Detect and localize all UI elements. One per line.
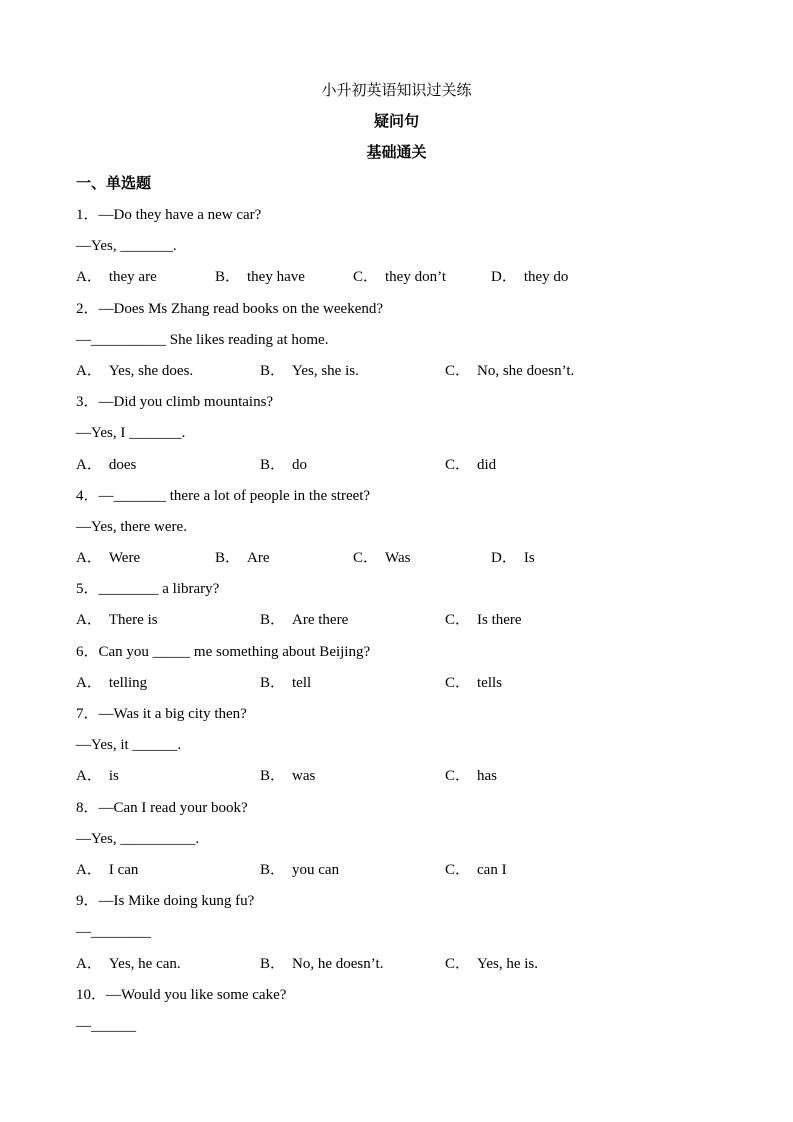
option bbox=[491, 267, 568, 287]
option-text: Is there bbox=[477, 612, 522, 629]
question-stem: 5．________ a library? bbox=[76, 581, 220, 598]
option-text: they are bbox=[108, 269, 157, 286]
option-letter: B． bbox=[260, 674, 286, 691]
option-letter: B． bbox=[260, 768, 286, 785]
section-title: 一、单选题 bbox=[76, 176, 152, 192]
options-row bbox=[76, 673, 766, 704]
option-text: Were bbox=[108, 550, 141, 567]
option bbox=[76, 766, 119, 786]
option-text: tells bbox=[477, 674, 503, 691]
option-letter: A． bbox=[76, 456, 102, 473]
option-letter: A． bbox=[76, 362, 102, 379]
option-text: has bbox=[477, 768, 498, 785]
option-text: Was bbox=[385, 550, 411, 567]
option-text: Yes, she is. bbox=[292, 362, 359, 379]
options-row bbox=[76, 361, 766, 392]
option-text: did bbox=[477, 456, 497, 473]
options-row bbox=[76, 267, 766, 298]
topic-title: 疑问句 bbox=[373, 114, 419, 130]
question-response: —Yes, _______. bbox=[76, 238, 177, 255]
option-letter: A． bbox=[76, 955, 102, 972]
question-stem: 4．—_______ there a lot of people in the street? bbox=[76, 487, 371, 504]
option bbox=[445, 361, 574, 381]
question-response: —Yes, there were. bbox=[76, 518, 187, 535]
options-row bbox=[76, 455, 766, 486]
question-response: —Yes, I _______. bbox=[76, 425, 186, 442]
question-stem: 6．Can you _____ me something about Beijing? bbox=[76, 643, 371, 660]
option bbox=[76, 455, 136, 475]
option-text: tell bbox=[292, 674, 312, 691]
option bbox=[260, 673, 311, 693]
question-response: —__________ She likes reading at home. bbox=[76, 331, 329, 348]
option-text: Are there bbox=[292, 612, 349, 629]
option bbox=[445, 455, 496, 475]
option-letter: A． bbox=[76, 861, 102, 878]
option-letter: C． bbox=[445, 674, 471, 691]
option-text: Is bbox=[523, 550, 535, 567]
option-letter: D． bbox=[491, 550, 517, 567]
question-stem: 8．—Can I read your book? bbox=[76, 799, 248, 816]
option-letter: B． bbox=[215, 550, 241, 567]
options-row bbox=[76, 766, 766, 797]
option-text: No, he doesn’t. bbox=[292, 955, 384, 972]
question-response: —Yes, __________. bbox=[76, 830, 200, 847]
option-letter: A． bbox=[76, 612, 102, 629]
option-text: Yes, he can. bbox=[108, 955, 181, 972]
option-text: they have bbox=[247, 269, 305, 286]
option-letter: C． bbox=[353, 550, 379, 567]
option bbox=[76, 954, 181, 974]
question-stem: 3．—Did you climb mountains? bbox=[76, 394, 274, 411]
option-letter: C． bbox=[445, 861, 471, 878]
options-row bbox=[76, 860, 766, 891]
option bbox=[491, 548, 535, 568]
option-text: does bbox=[108, 456, 137, 473]
option-letter: B． bbox=[260, 362, 286, 379]
option-text: they don’t bbox=[385, 269, 446, 286]
option-letter: A． bbox=[76, 269, 102, 286]
question-response: —________ bbox=[76, 924, 151, 941]
option bbox=[76, 267, 157, 287]
option bbox=[353, 548, 410, 568]
option-text: is bbox=[108, 768, 119, 785]
option bbox=[445, 610, 522, 630]
option-letter: B． bbox=[260, 861, 286, 878]
question-list bbox=[76, 205, 766, 1047]
question-stem: 2．—Does Ms Zhang read books on the weekend? bbox=[76, 300, 384, 317]
question-stem: 7．—Was it a big city then? bbox=[76, 706, 247, 722]
option bbox=[76, 860, 138, 880]
question-stem: 1．—Do they have a new car? bbox=[76, 207, 262, 223]
option bbox=[445, 673, 502, 693]
options-row bbox=[76, 548, 766, 579]
option-text: Yes, she does. bbox=[108, 362, 194, 379]
option-letter: A． bbox=[76, 674, 102, 691]
question-stem: 9．—Is Mike doing kung fu? bbox=[76, 893, 255, 910]
option-letter: A． bbox=[76, 550, 102, 567]
option bbox=[76, 610, 158, 630]
option bbox=[260, 860, 339, 880]
option-text: do bbox=[292, 456, 308, 473]
option-text: There is bbox=[108, 612, 158, 629]
option-letter: D． bbox=[491, 269, 517, 286]
option-letter: B． bbox=[215, 269, 241, 286]
option-letter: C． bbox=[445, 612, 471, 629]
option bbox=[445, 766, 497, 786]
option bbox=[215, 267, 305, 287]
option-letter: C． bbox=[445, 362, 471, 379]
option bbox=[76, 548, 140, 568]
option-letter: B． bbox=[260, 456, 286, 473]
question-response: —Yes, it ______. bbox=[76, 737, 182, 754]
options-row bbox=[76, 954, 766, 985]
option bbox=[260, 954, 383, 974]
option-letter: A． bbox=[76, 768, 102, 785]
option-text: was bbox=[292, 768, 316, 785]
option bbox=[353, 267, 446, 287]
option bbox=[76, 361, 193, 381]
question-stem: 10．—Would you like some cake? bbox=[76, 986, 287, 1003]
option bbox=[445, 954, 538, 974]
option bbox=[215, 548, 270, 568]
option-text: Are bbox=[247, 550, 270, 567]
option bbox=[445, 860, 507, 880]
option-text: you can bbox=[292, 861, 340, 878]
option-letter: C． bbox=[445, 955, 471, 972]
option-letter: C． bbox=[445, 768, 471, 785]
option-letter: C． bbox=[353, 269, 379, 286]
option-text: telling bbox=[108, 674, 148, 691]
option bbox=[260, 766, 315, 786]
option bbox=[76, 673, 147, 693]
option-text: Yes, he is. bbox=[477, 955, 539, 972]
options-row bbox=[76, 610, 766, 641]
option bbox=[260, 610, 348, 630]
option-text: they do bbox=[523, 269, 569, 286]
option-text: can I bbox=[477, 861, 507, 878]
worksheet-title: 小升初英语知识过关练 bbox=[321, 83, 472, 99]
option bbox=[260, 361, 359, 381]
option-letter: B． bbox=[260, 955, 286, 972]
option-letter: C． bbox=[445, 456, 471, 473]
option-letter: B． bbox=[260, 612, 286, 629]
option bbox=[260, 455, 307, 475]
option-text: No, she doesn’t. bbox=[477, 362, 575, 379]
level-title: 基础通关 bbox=[366, 145, 427, 161]
question-response: —______ bbox=[76, 1017, 136, 1034]
option-text: I can bbox=[108, 861, 139, 878]
